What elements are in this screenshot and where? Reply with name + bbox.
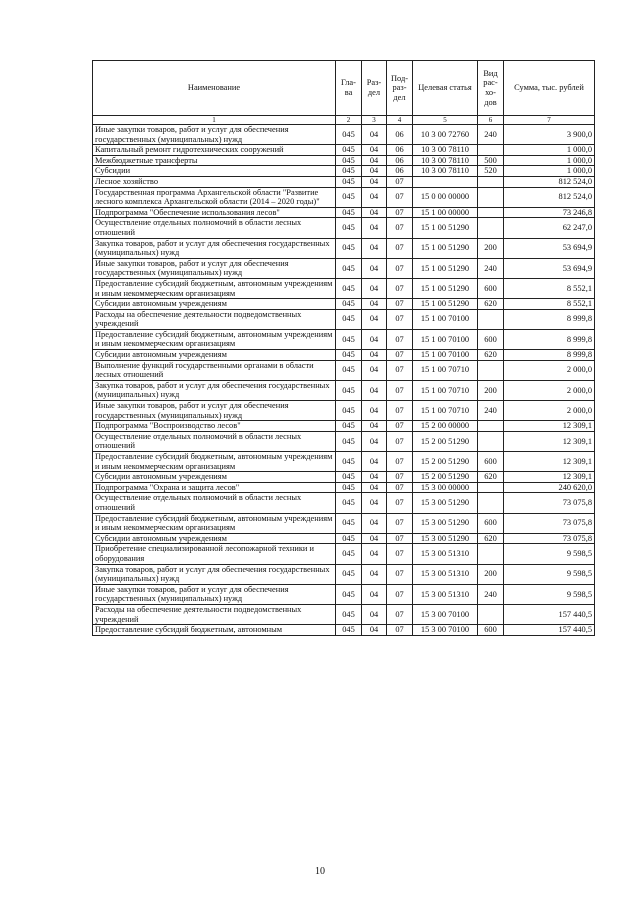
row-sum-cell: 12 309,1 bbox=[504, 472, 595, 483]
row-glava-cell: 045 bbox=[336, 187, 362, 207]
row-sum-cell: 3 900,0 bbox=[504, 125, 595, 145]
row-sum-cell: 157 440,5 bbox=[504, 625, 595, 636]
row-vid-cell: 500 bbox=[478, 155, 504, 166]
table-row bbox=[93, 187, 595, 207]
row-name-cell: Предоставление субсидий бюджетным, автономным bbox=[93, 625, 336, 636]
row-name-cell: Иные закупки товаров, работ и услуг для обеспечения государственных (муниципальных) нужд bbox=[93, 401, 336, 421]
row-name-cell: Предоставление субсидий бюджетным, автономным учреждениям и иным некоммерческим организациям bbox=[93, 513, 336, 533]
row-vid-cell: 600 bbox=[478, 329, 504, 349]
row-glava-cell: 045 bbox=[336, 166, 362, 177]
column-number: 4 bbox=[387, 116, 413, 125]
budget-table-sheet bbox=[92, 60, 594, 636]
table-row bbox=[93, 544, 595, 564]
row-vid-cell: 600 bbox=[478, 513, 504, 533]
row-sum-cell: 9 598,5 bbox=[504, 584, 595, 604]
row-vid-cell bbox=[478, 421, 504, 432]
row-name-cell: Осуществление отдельных полномочий в области лесных отношений bbox=[93, 493, 336, 513]
row-podrazdel-cell: 07 bbox=[387, 238, 413, 258]
row-podrazdel-cell: 07 bbox=[387, 299, 413, 310]
row-razdel-cell: 04 bbox=[362, 238, 387, 258]
column-number: 5 bbox=[413, 116, 478, 125]
row-sum-cell: 1 000,0 bbox=[504, 166, 595, 177]
row-vid-cell: 620 bbox=[478, 472, 504, 483]
row-razdel-cell: 04 bbox=[362, 380, 387, 400]
row-podrazdel-cell: 07 bbox=[387, 360, 413, 380]
row-vid-cell bbox=[478, 604, 504, 624]
header-name: Наименование bbox=[93, 61, 336, 116]
row-glava-cell: 045 bbox=[336, 238, 362, 258]
row-target-cell: 15 2 00 51290 bbox=[413, 472, 478, 483]
row-razdel-cell: 04 bbox=[362, 533, 387, 544]
header-podrazdel: Под-раз-дел bbox=[387, 61, 413, 116]
row-target-cell bbox=[413, 176, 478, 187]
row-sum-cell: 9 598,5 bbox=[504, 564, 595, 584]
row-target-cell: 15 3 00 51310 bbox=[413, 544, 478, 564]
table-row bbox=[93, 166, 595, 177]
table-row bbox=[93, 207, 595, 218]
row-vid-cell: 520 bbox=[478, 166, 504, 177]
row-vid-cell: 200 bbox=[478, 564, 504, 584]
row-vid-cell: 240 bbox=[478, 258, 504, 278]
row-podrazdel-cell: 07 bbox=[387, 564, 413, 584]
row-vid-cell: 620 bbox=[478, 350, 504, 361]
row-podrazdel-cell: 07 bbox=[387, 329, 413, 349]
row-vid-cell bbox=[478, 145, 504, 156]
column-number: 2 bbox=[336, 116, 362, 125]
row-target-cell: 15 1 00 51290 bbox=[413, 299, 478, 310]
row-sum-cell: 9 598,5 bbox=[504, 544, 595, 564]
row-target-cell: 15 1 00 70100 bbox=[413, 329, 478, 349]
row-podrazdel-cell: 07 bbox=[387, 207, 413, 218]
row-name-cell: Иные закупки товаров, работ и услуг для обеспечения государственных (муниципальных) нужд bbox=[93, 258, 336, 278]
row-razdel-cell: 04 bbox=[362, 625, 387, 636]
row-razdel-cell: 04 bbox=[362, 218, 387, 238]
row-glava-cell: 045 bbox=[336, 472, 362, 483]
row-razdel-cell: 04 bbox=[362, 431, 387, 451]
row-vid-cell bbox=[478, 309, 504, 329]
row-podrazdel-cell: 07 bbox=[387, 258, 413, 278]
row-glava-cell: 045 bbox=[336, 145, 362, 156]
row-glava-cell: 045 bbox=[336, 155, 362, 166]
row-sum-cell: 8 552,1 bbox=[504, 299, 595, 310]
row-name-cell: Предоставление субсидий бюджетным, автономным учреждениям и иным некоммерческим организациям bbox=[93, 329, 336, 349]
row-podrazdel-cell: 07 bbox=[387, 452, 413, 472]
row-target-cell: 15 1 00 70100 bbox=[413, 309, 478, 329]
row-glava-cell: 045 bbox=[336, 258, 362, 278]
row-podrazdel-cell: 07 bbox=[387, 421, 413, 432]
row-podrazdel-cell: 07 bbox=[387, 604, 413, 624]
row-sum-cell: 8 999,8 bbox=[504, 350, 595, 361]
row-target-cell: 15 3 00 70100 bbox=[413, 604, 478, 624]
header-sum: Сумма, тыс. рублей bbox=[504, 61, 595, 116]
row-name-cell: Расходы на обеспечение деятельности подведомственных учреждений bbox=[93, 309, 336, 329]
row-target-cell: 15 1 00 51290 bbox=[413, 218, 478, 238]
row-vid-cell bbox=[478, 218, 504, 238]
row-razdel-cell: 04 bbox=[362, 401, 387, 421]
row-vid-cell: 600 bbox=[478, 278, 504, 298]
column-number: 6 bbox=[478, 116, 504, 125]
row-name-cell: Подпрограмма "Обеспечение использования лесов" bbox=[93, 207, 336, 218]
row-name-cell: Субсидии bbox=[93, 166, 336, 177]
table-row bbox=[93, 472, 595, 483]
row-name-cell: Осуществление отдельных полномочий в области лесных отношений bbox=[93, 218, 336, 238]
row-podrazdel-cell: 07 bbox=[387, 472, 413, 483]
column-number: 7 bbox=[504, 116, 595, 125]
row-sum-cell: 12 309,1 bbox=[504, 421, 595, 432]
table-row bbox=[93, 604, 595, 624]
row-target-cell: 15 2 00 00000 bbox=[413, 421, 478, 432]
row-sum-cell: 157 440,5 bbox=[504, 604, 595, 624]
table-row bbox=[93, 380, 595, 400]
row-name-cell: Подпрограмма "Охрана и защита лесов" bbox=[93, 482, 336, 493]
row-razdel-cell: 04 bbox=[362, 421, 387, 432]
row-glava-cell: 045 bbox=[336, 125, 362, 145]
row-target-cell: 15 1 00 00000 bbox=[413, 207, 478, 218]
table-row bbox=[93, 176, 595, 187]
row-razdel-cell: 04 bbox=[362, 299, 387, 310]
row-razdel-cell: 04 bbox=[362, 452, 387, 472]
row-vid-cell: 600 bbox=[478, 452, 504, 472]
table-row bbox=[93, 533, 595, 544]
row-razdel-cell: 04 bbox=[362, 187, 387, 207]
row-name-cell: Субсидии автономным учреждениям bbox=[93, 472, 336, 483]
row-name-cell: Субсидии автономным учреждениям bbox=[93, 350, 336, 361]
row-razdel-cell: 04 bbox=[362, 278, 387, 298]
row-razdel-cell: 04 bbox=[362, 493, 387, 513]
table-row bbox=[93, 258, 595, 278]
row-podrazdel-cell: 07 bbox=[387, 187, 413, 207]
row-target-cell: 15 3 00 51290 bbox=[413, 513, 478, 533]
row-sum-cell: 8 999,8 bbox=[504, 329, 595, 349]
row-podrazdel-cell: 07 bbox=[387, 218, 413, 238]
row-podrazdel-cell: 06 bbox=[387, 145, 413, 156]
table-row bbox=[93, 155, 595, 166]
row-sum-cell: 73 246,8 bbox=[504, 207, 595, 218]
row-razdel-cell: 04 bbox=[362, 564, 387, 584]
row-podrazdel-cell: 07 bbox=[387, 350, 413, 361]
table-row bbox=[93, 584, 595, 604]
row-glava-cell: 045 bbox=[336, 360, 362, 380]
row-sum-cell: 73 075,8 bbox=[504, 533, 595, 544]
row-sum-cell: 2 000,0 bbox=[504, 401, 595, 421]
row-razdel-cell: 04 bbox=[362, 155, 387, 166]
table-header bbox=[93, 61, 595, 125]
row-name-cell: Государственная программа Архангельской области "Развитие лесного комплекса Архангельской области (2014 – 2020 годы)" bbox=[93, 187, 336, 207]
row-razdel-cell: 04 bbox=[362, 207, 387, 218]
row-name-cell: Предоставление субсидий бюджетным, автономным учреждениям и иным некоммерческим организациям bbox=[93, 452, 336, 472]
row-vid-cell bbox=[478, 187, 504, 207]
row-razdel-cell: 04 bbox=[362, 258, 387, 278]
row-razdel-cell: 04 bbox=[362, 166, 387, 177]
table-row bbox=[93, 421, 595, 432]
row-sum-cell: 812 524,0 bbox=[504, 176, 595, 187]
row-razdel-cell: 04 bbox=[362, 472, 387, 483]
row-podrazdel-cell: 07 bbox=[387, 278, 413, 298]
table-row bbox=[93, 564, 595, 584]
row-sum-cell: 53 694,9 bbox=[504, 258, 595, 278]
row-sum-cell: 1 000,0 bbox=[504, 155, 595, 166]
row-name-cell: Подпрограмма "Воспроизводство лесов" bbox=[93, 421, 336, 432]
row-podrazdel-cell: 07 bbox=[387, 401, 413, 421]
row-target-cell: 15 3 00 70100 bbox=[413, 625, 478, 636]
row-sum-cell: 73 075,8 bbox=[504, 513, 595, 533]
row-razdel-cell: 04 bbox=[362, 360, 387, 380]
table-row bbox=[93, 238, 595, 258]
row-target-cell: 10 3 00 78110 bbox=[413, 145, 478, 156]
header-glava: Гла-ва bbox=[336, 61, 362, 116]
row-sum-cell: 240 620,0 bbox=[504, 482, 595, 493]
row-name-cell: Закупка товаров, работ и услуг для обеспечения государственных (муниципальных) нужд bbox=[93, 380, 336, 400]
row-razdel-cell: 04 bbox=[362, 482, 387, 493]
row-sum-cell: 62 247,0 bbox=[504, 218, 595, 238]
row-target-cell: 15 2 00 51290 bbox=[413, 452, 478, 472]
row-name-cell: Приобретение специализированной лесопожарной техники и оборудования bbox=[93, 544, 336, 564]
table-row bbox=[93, 329, 595, 349]
table-body bbox=[93, 125, 595, 636]
row-podrazdel-cell: 07 bbox=[387, 309, 413, 329]
row-name-cell: Расходы на обеспечение деятельности подведомственных учреждений bbox=[93, 604, 336, 624]
row-name-cell: Закупка товаров, работ и услуг для обеспечения государственных (муниципальных) нужд bbox=[93, 238, 336, 258]
row-vid-cell: 620 bbox=[478, 299, 504, 310]
row-razdel-cell: 04 bbox=[362, 145, 387, 156]
table-row bbox=[93, 452, 595, 472]
row-vid-cell bbox=[478, 207, 504, 218]
row-sum-cell: 2 000,0 bbox=[504, 380, 595, 400]
column-number: 1 bbox=[93, 116, 336, 125]
row-target-cell: 10 3 00 78110 bbox=[413, 155, 478, 166]
table-row bbox=[93, 493, 595, 513]
row-target-cell: 15 1 00 51290 bbox=[413, 238, 478, 258]
row-podrazdel-cell: 07 bbox=[387, 493, 413, 513]
row-podrazdel-cell: 07 bbox=[387, 513, 413, 533]
table-row bbox=[93, 278, 595, 298]
row-target-cell: 15 1 00 51290 bbox=[413, 278, 478, 298]
table-row bbox=[93, 145, 595, 156]
row-glava-cell: 045 bbox=[336, 401, 362, 421]
row-glava-cell: 045 bbox=[336, 604, 362, 624]
row-target-cell: 10 3 00 78110 bbox=[413, 166, 478, 177]
row-vid-cell: 200 bbox=[478, 380, 504, 400]
row-sum-cell: 53 694,9 bbox=[504, 238, 595, 258]
row-target-cell: 15 1 00 70100 bbox=[413, 350, 478, 361]
row-target-cell: 15 3 00 51310 bbox=[413, 564, 478, 584]
row-razdel-cell: 04 bbox=[362, 176, 387, 187]
row-vid-cell bbox=[478, 482, 504, 493]
row-vid-cell bbox=[478, 431, 504, 451]
row-target-cell: 15 1 00 70710 bbox=[413, 360, 478, 380]
row-target-cell: 15 1 00 51290 bbox=[413, 258, 478, 278]
column-number: 3 bbox=[362, 116, 387, 125]
row-razdel-cell: 04 bbox=[362, 513, 387, 533]
table-row bbox=[93, 482, 595, 493]
row-sum-cell: 8 552,1 bbox=[504, 278, 595, 298]
table-row bbox=[93, 625, 595, 636]
row-razdel-cell: 04 bbox=[362, 329, 387, 349]
row-glava-cell: 045 bbox=[336, 493, 362, 513]
row-name-cell: Иные закупки товаров, работ и услуг для обеспечения государственных (муниципальных) нужд bbox=[93, 584, 336, 604]
row-glava-cell: 045 bbox=[336, 299, 362, 310]
table-row bbox=[93, 125, 595, 145]
row-glava-cell: 045 bbox=[336, 513, 362, 533]
row-sum-cell: 73 075,8 bbox=[504, 493, 595, 513]
row-podrazdel-cell: 07 bbox=[387, 533, 413, 544]
header-razdel: Раз-дел bbox=[362, 61, 387, 116]
row-podrazdel-cell: 07 bbox=[387, 584, 413, 604]
page-number: 10 bbox=[315, 866, 325, 877]
row-target-cell: 15 1 00 70710 bbox=[413, 401, 478, 421]
row-name-cell: Лесное хозяйство bbox=[93, 176, 336, 187]
row-glava-cell: 045 bbox=[336, 218, 362, 238]
row-podrazdel-cell: 07 bbox=[387, 544, 413, 564]
row-podrazdel-cell: 07 bbox=[387, 431, 413, 451]
row-name-cell: Иные закупки товаров, работ и услуг для обеспечения государственных (муниципальных) нужд bbox=[93, 125, 336, 145]
row-name-cell: Предоставление субсидий бюджетным, автономным учреждениям и иным некоммерческим организациям bbox=[93, 278, 336, 298]
row-vid-cell: 240 bbox=[478, 584, 504, 604]
row-target-cell: 15 3 00 00000 bbox=[413, 482, 478, 493]
table-row bbox=[93, 401, 595, 421]
table-row bbox=[93, 309, 595, 329]
row-sum-cell: 12 309,1 bbox=[504, 452, 595, 472]
row-razdel-cell: 04 bbox=[362, 544, 387, 564]
row-name-cell: Межбюджетные трансферты bbox=[93, 155, 336, 166]
row-glava-cell: 045 bbox=[336, 176, 362, 187]
row-target-cell: 15 3 00 51290 bbox=[413, 493, 478, 513]
row-vid-cell bbox=[478, 360, 504, 380]
row-glava-cell: 045 bbox=[336, 452, 362, 472]
row-vid-cell bbox=[478, 493, 504, 513]
row-target-cell: 15 2 00 51290 bbox=[413, 431, 478, 451]
row-name-cell: Выполнение функций государственными органами в области лесных отношений bbox=[93, 360, 336, 380]
row-sum-cell: 8 999,8 bbox=[504, 309, 595, 329]
row-name-cell: Субсидии автономным учреждениям bbox=[93, 299, 336, 310]
row-target-cell: 15 3 00 51290 bbox=[413, 533, 478, 544]
row-podrazdel-cell: 07 bbox=[387, 176, 413, 187]
row-podrazdel-cell: 06 bbox=[387, 155, 413, 166]
row-razdel-cell: 04 bbox=[362, 350, 387, 361]
row-vid-cell: 240 bbox=[478, 401, 504, 421]
row-glava-cell: 045 bbox=[336, 533, 362, 544]
row-razdel-cell: 04 bbox=[362, 309, 387, 329]
row-podrazdel-cell: 07 bbox=[387, 625, 413, 636]
row-podrazdel-cell: 07 bbox=[387, 380, 413, 400]
table-row bbox=[93, 350, 595, 361]
row-sum-cell: 1 000,0 bbox=[504, 145, 595, 156]
table-row bbox=[93, 218, 595, 238]
row-glava-cell: 045 bbox=[336, 329, 362, 349]
row-podrazdel-cell: 07 bbox=[387, 482, 413, 493]
row-sum-cell: 2 000,0 bbox=[504, 360, 595, 380]
column-number-row bbox=[93, 116, 595, 125]
row-podrazdel-cell: 06 bbox=[387, 125, 413, 145]
row-name-cell: Субсидии автономным учреждениям bbox=[93, 533, 336, 544]
row-glava-cell: 045 bbox=[336, 564, 362, 584]
row-glava-cell: 045 bbox=[336, 584, 362, 604]
row-target-cell: 10 3 00 72760 bbox=[413, 125, 478, 145]
row-glava-cell: 045 bbox=[336, 278, 362, 298]
row-razdel-cell: 04 bbox=[362, 604, 387, 624]
row-glava-cell: 045 bbox=[336, 350, 362, 361]
row-target-cell: 15 0 00 00000 bbox=[413, 187, 478, 207]
row-vid-cell: 200 bbox=[478, 238, 504, 258]
row-name-cell: Осуществление отдельных полномочий в области лесных отношений bbox=[93, 431, 336, 451]
row-name-cell: Закупка товаров, работ и услуг для обеспечения государственных (муниципальных) нужд bbox=[93, 564, 336, 584]
table-row bbox=[93, 360, 595, 380]
row-name-cell: Капитальный ремонт гидротехнических сооружений bbox=[93, 145, 336, 156]
row-razdel-cell: 04 bbox=[362, 584, 387, 604]
header-target: Целевая статья bbox=[413, 61, 478, 116]
row-vid-cell: 600 bbox=[478, 625, 504, 636]
row-glava-cell: 045 bbox=[336, 380, 362, 400]
row-vid-cell bbox=[478, 544, 504, 564]
row-razdel-cell: 04 bbox=[362, 125, 387, 145]
row-vid-cell bbox=[478, 176, 504, 187]
table-row bbox=[93, 299, 595, 310]
row-glava-cell: 045 bbox=[336, 544, 362, 564]
row-target-cell: 15 1 00 70710 bbox=[413, 380, 478, 400]
table-row bbox=[93, 513, 595, 533]
row-podrazdel-cell: 06 bbox=[387, 166, 413, 177]
row-sum-cell: 812 524,0 bbox=[504, 187, 595, 207]
row-glava-cell: 045 bbox=[336, 625, 362, 636]
row-glava-cell: 045 bbox=[336, 207, 362, 218]
row-sum-cell: 12 309,1 bbox=[504, 431, 595, 451]
row-glava-cell: 045 bbox=[336, 431, 362, 451]
row-glava-cell: 045 bbox=[336, 482, 362, 493]
row-vid-cell: 240 bbox=[478, 125, 504, 145]
row-glava-cell: 045 bbox=[336, 421, 362, 432]
table-row bbox=[93, 431, 595, 451]
row-glava-cell: 045 bbox=[336, 309, 362, 329]
row-target-cell: 15 3 00 51310 bbox=[413, 584, 478, 604]
budget-table bbox=[92, 60, 595, 636]
header-vid: Вид рас-хо-дов bbox=[478, 61, 504, 116]
row-vid-cell: 620 bbox=[478, 533, 504, 544]
